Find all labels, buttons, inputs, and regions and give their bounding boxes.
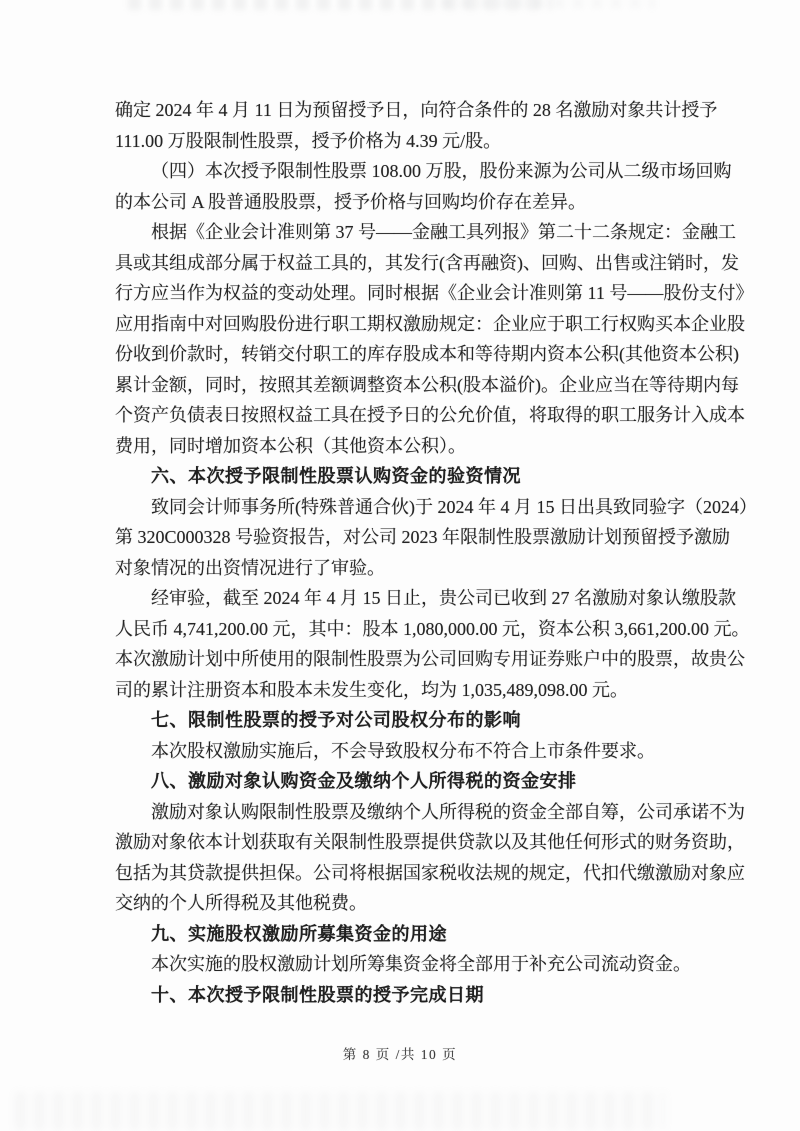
section-heading: 七、限制性股票的授予对公司股权分布的影响 [151, 710, 521, 730]
page-footer [0, 1043, 800, 1063]
document-line: 经审验，截至 2024 年 4 月 15 日止，贵公司已收到 27 名激励对象认缴股款 [151, 588, 736, 608]
document-line: 激励对象认购限制性股票及缴纳个人所得税的资金全部自筹，公司承诺不为 [151, 801, 745, 822]
document-line: 应用指南中对回购股份进行职工期权激励规定：企业应于职工行权购买本企业股 [115, 313, 745, 334]
document-line: 对象情况的出资情况进行了审验。 [115, 557, 385, 578]
document-line: 累计金额，同时，按照其差额调整资本公积(股本溢价)。企业应当在等待期内每 [115, 374, 739, 395]
section-heading: 八、激励对象认购资金及缴纳个人所得税的资金安排 [151, 771, 577, 791]
document-line: 本次激励计划中所使用的限制性股票为公司回购专用证券账户中的股票，故贵公 [115, 649, 745, 669]
document-line: 个资产负债表日按照权益工具在授予日的公允价值，将取得的职工服务计入成本 [115, 405, 745, 425]
section-heading: 九、实施股权激励所募集资金的用途 [151, 923, 447, 944]
document-line: 激励对象依本计划获取有关限制性股票提供贷款以及其他任何形式的财务资助， [115, 832, 745, 852]
document-line: 本次股权激励实施后，不会导致股权分布不符合上市条件要求。 [151, 740, 655, 761]
section-heading: 六、本次授予限制性股票认购资金的验资情况 [151, 466, 521, 486]
document-line: 111.00 万股限制性股票，授予价格为 4.39 元/股。 [115, 130, 502, 151]
document-line: 具或其组成部分属于权益工具的，其发行(含再融资)、回购、出售或注销时，发 [115, 252, 739, 273]
document-line: 交纳的个人所得税及其他税费。 [115, 893, 367, 913]
document-line: 份收到价款时，转销交付职工的库存股成本和等待期内资本公积(其他资本公积) [115, 344, 739, 364]
document-line: 司的累计注册资本和股本未发生变化，均为 1,035,489,098.00 元。 [115, 679, 628, 700]
scan-artifact-bottom [15, 1092, 665, 1130]
document-line: 的本公司 A 股普通股股票，授予价格与回购均价存在差异。 [115, 191, 587, 212]
document-line: 致同会计师事务所(特殊普通合伙)于 2024 年 4 月 15 日出具致同验字（2024） [151, 496, 757, 517]
document-line: 包括为其贷款提供担保。公司将根据国家税收法规的规定，代扣代缴激励对象应 [115, 862, 745, 883]
document-body [115, 95, 757, 1010]
document-line: （四）本次授予限制性股票 108.00 万股，股份来源为公司从二级市场回购 [151, 161, 732, 181]
scan-artifact-top-right [440, 0, 655, 8]
scan-artifact-top [128, 0, 552, 10]
document-line: 确定 2024 年 4 月 11 日为预留授予日，向符合条件的 28 名激励对象共计授予 [115, 100, 718, 120]
section-heading: 十、本次授予限制性股票的授予完成日期 [151, 984, 484, 1005]
document-line: 第 320C000328 号验资报告，对公司 2023 年限制性股票激励计划预留授予激励 [115, 527, 731, 547]
document-line: 费用，同时增加资本公积（其他资本公积）。 [115, 435, 466, 456]
document-line: 人民币 4,741,200.00 元，其中：股本 1,080,000.00 元，资本公积 3,661,200.00 元。 [115, 618, 750, 639]
document-line: 行方应当作为权益的变动处理。同时根据《企业会计准则第 11 号——股份支付》 [115, 283, 754, 303]
page-footer-label: 第 8 页 /共 10 页 [342, 1047, 458, 1062]
document-line: 根据《企业会计准则第 37 号——金融工具列报》第二十二条规定：金融工 [151, 222, 736, 242]
document-line: 本次实施的股权激励计划所筹集资金将全部用于补充公司流动资金。 [151, 954, 691, 974]
